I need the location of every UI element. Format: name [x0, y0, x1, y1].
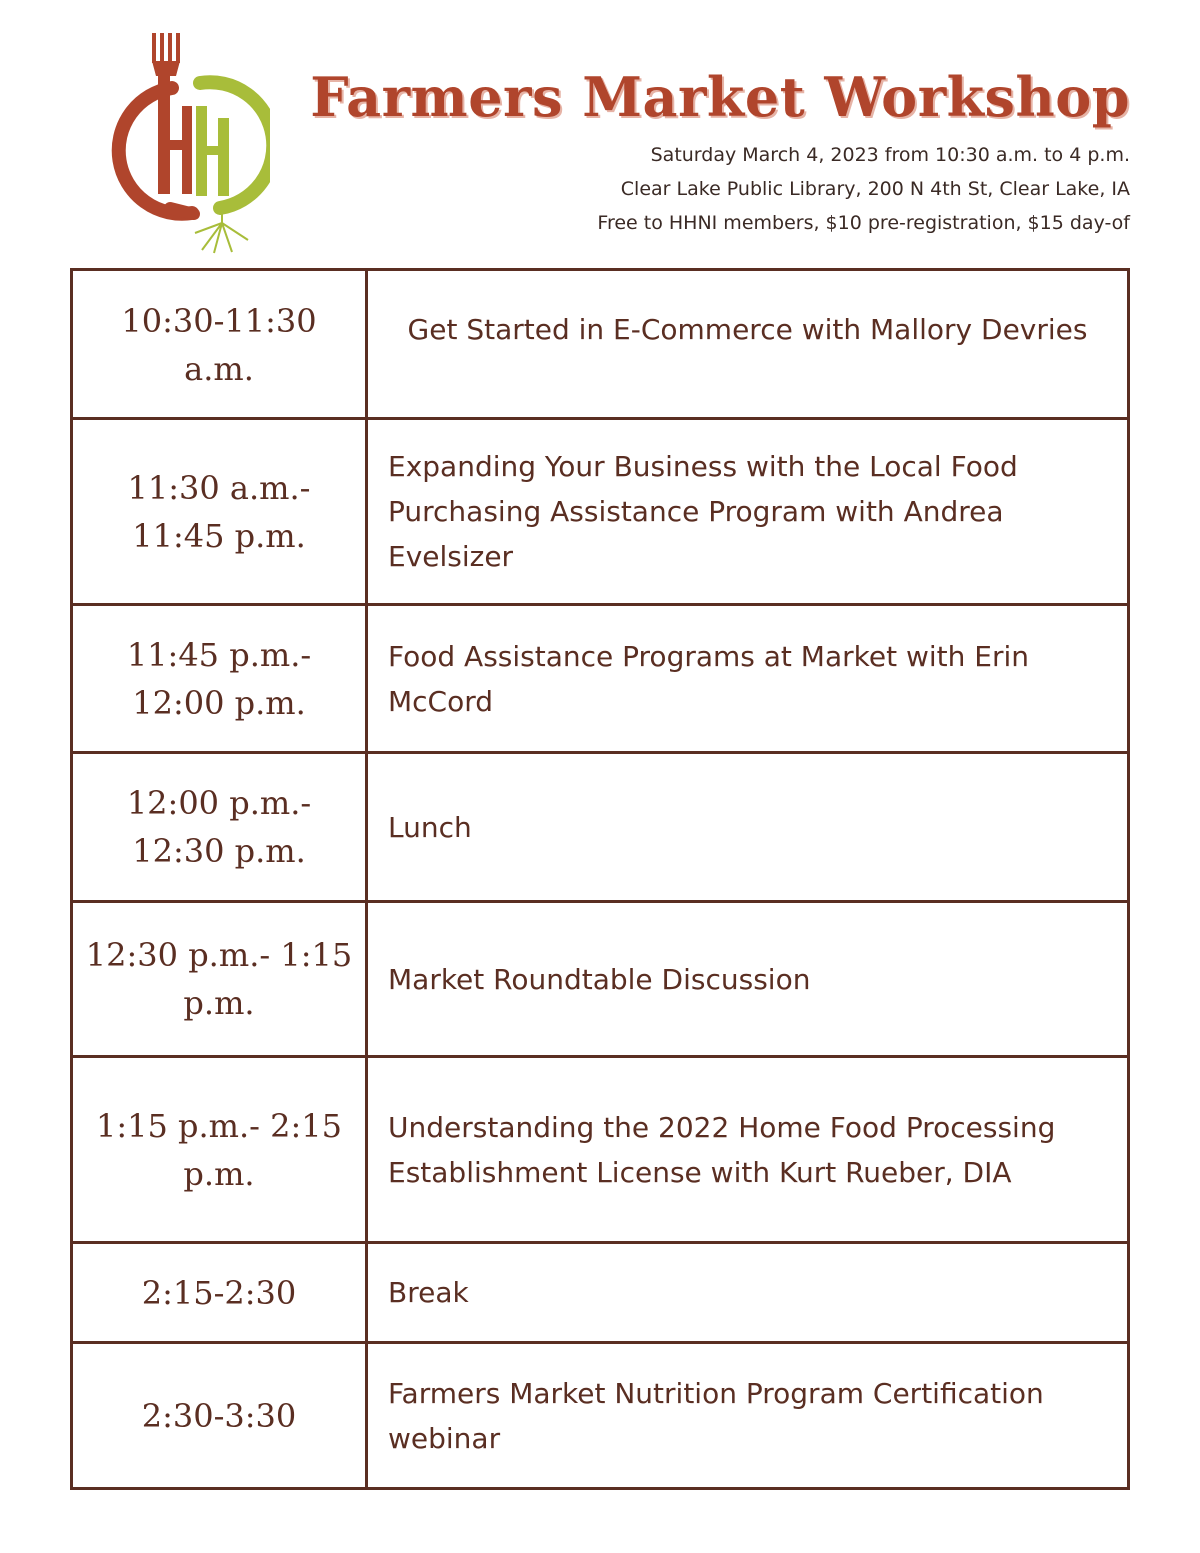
time-cell: 12:30 p.m.- 1:15 p.m. [72, 902, 367, 1057]
session-cell: Understanding the 2022 Home Food Processing Establishment License with Kurt Rueber, DIA [367, 1057, 1129, 1243]
session-cell: Break [367, 1243, 1129, 1343]
session-cell: Farmers Market Nutrition Program Certification webinar [367, 1343, 1129, 1489]
event-pricing: Free to HHNI members, $10 pre-registration, $15 day-of [597, 212, 1130, 234]
page-title: Farmers Market Workshop [310, 65, 1130, 129]
time-cell: 2:15-2:30 [72, 1243, 367, 1343]
table-row [72, 1057, 1129, 1243]
table-row [72, 605, 1129, 753]
header [310, 62, 1130, 240]
event-date: Saturday March 4, 2023 from 10:30 a.m. to 4 p.m. [650, 144, 1130, 166]
schedule-table [70, 268, 1130, 1490]
time-cell: 12:00 p.m.- 12:30 p.m. [72, 753, 367, 902]
session-cell: Expanding Your Business with the Local Food Purchasing Assistance Program with Andrea Evelsizer [367, 419, 1129, 605]
time-cell: 10:30-11:30 a.m. [72, 270, 367, 419]
session-cell: Market Roundtable Discussion [367, 902, 1129, 1057]
table-row [72, 419, 1129, 605]
table-row [72, 753, 1129, 902]
hh-logo [110, 28, 270, 258]
time-cell: 1:15 p.m.- 2:15 p.m. [72, 1057, 367, 1243]
table-row [72, 902, 1129, 1057]
table-row [72, 1343, 1129, 1489]
session-cell: Get Started in E-Commerce with Mallory Devries [367, 270, 1129, 419]
table-row [72, 270, 1129, 419]
session-cell: Food Assistance Programs at Market with Erin McCord [367, 605, 1129, 753]
time-cell: 2:30-3:30 [72, 1343, 367, 1489]
event-location: Clear Lake Public Library, 200 N 4th St, Clear Lake, IA [620, 178, 1130, 200]
table-row [72, 1243, 1129, 1343]
session-cell: Lunch [367, 753, 1129, 902]
time-cell: 11:30 a.m.- 11:45 p.m. [72, 419, 367, 605]
time-cell: 11:45 p.m.- 12:00 p.m. [72, 605, 367, 753]
